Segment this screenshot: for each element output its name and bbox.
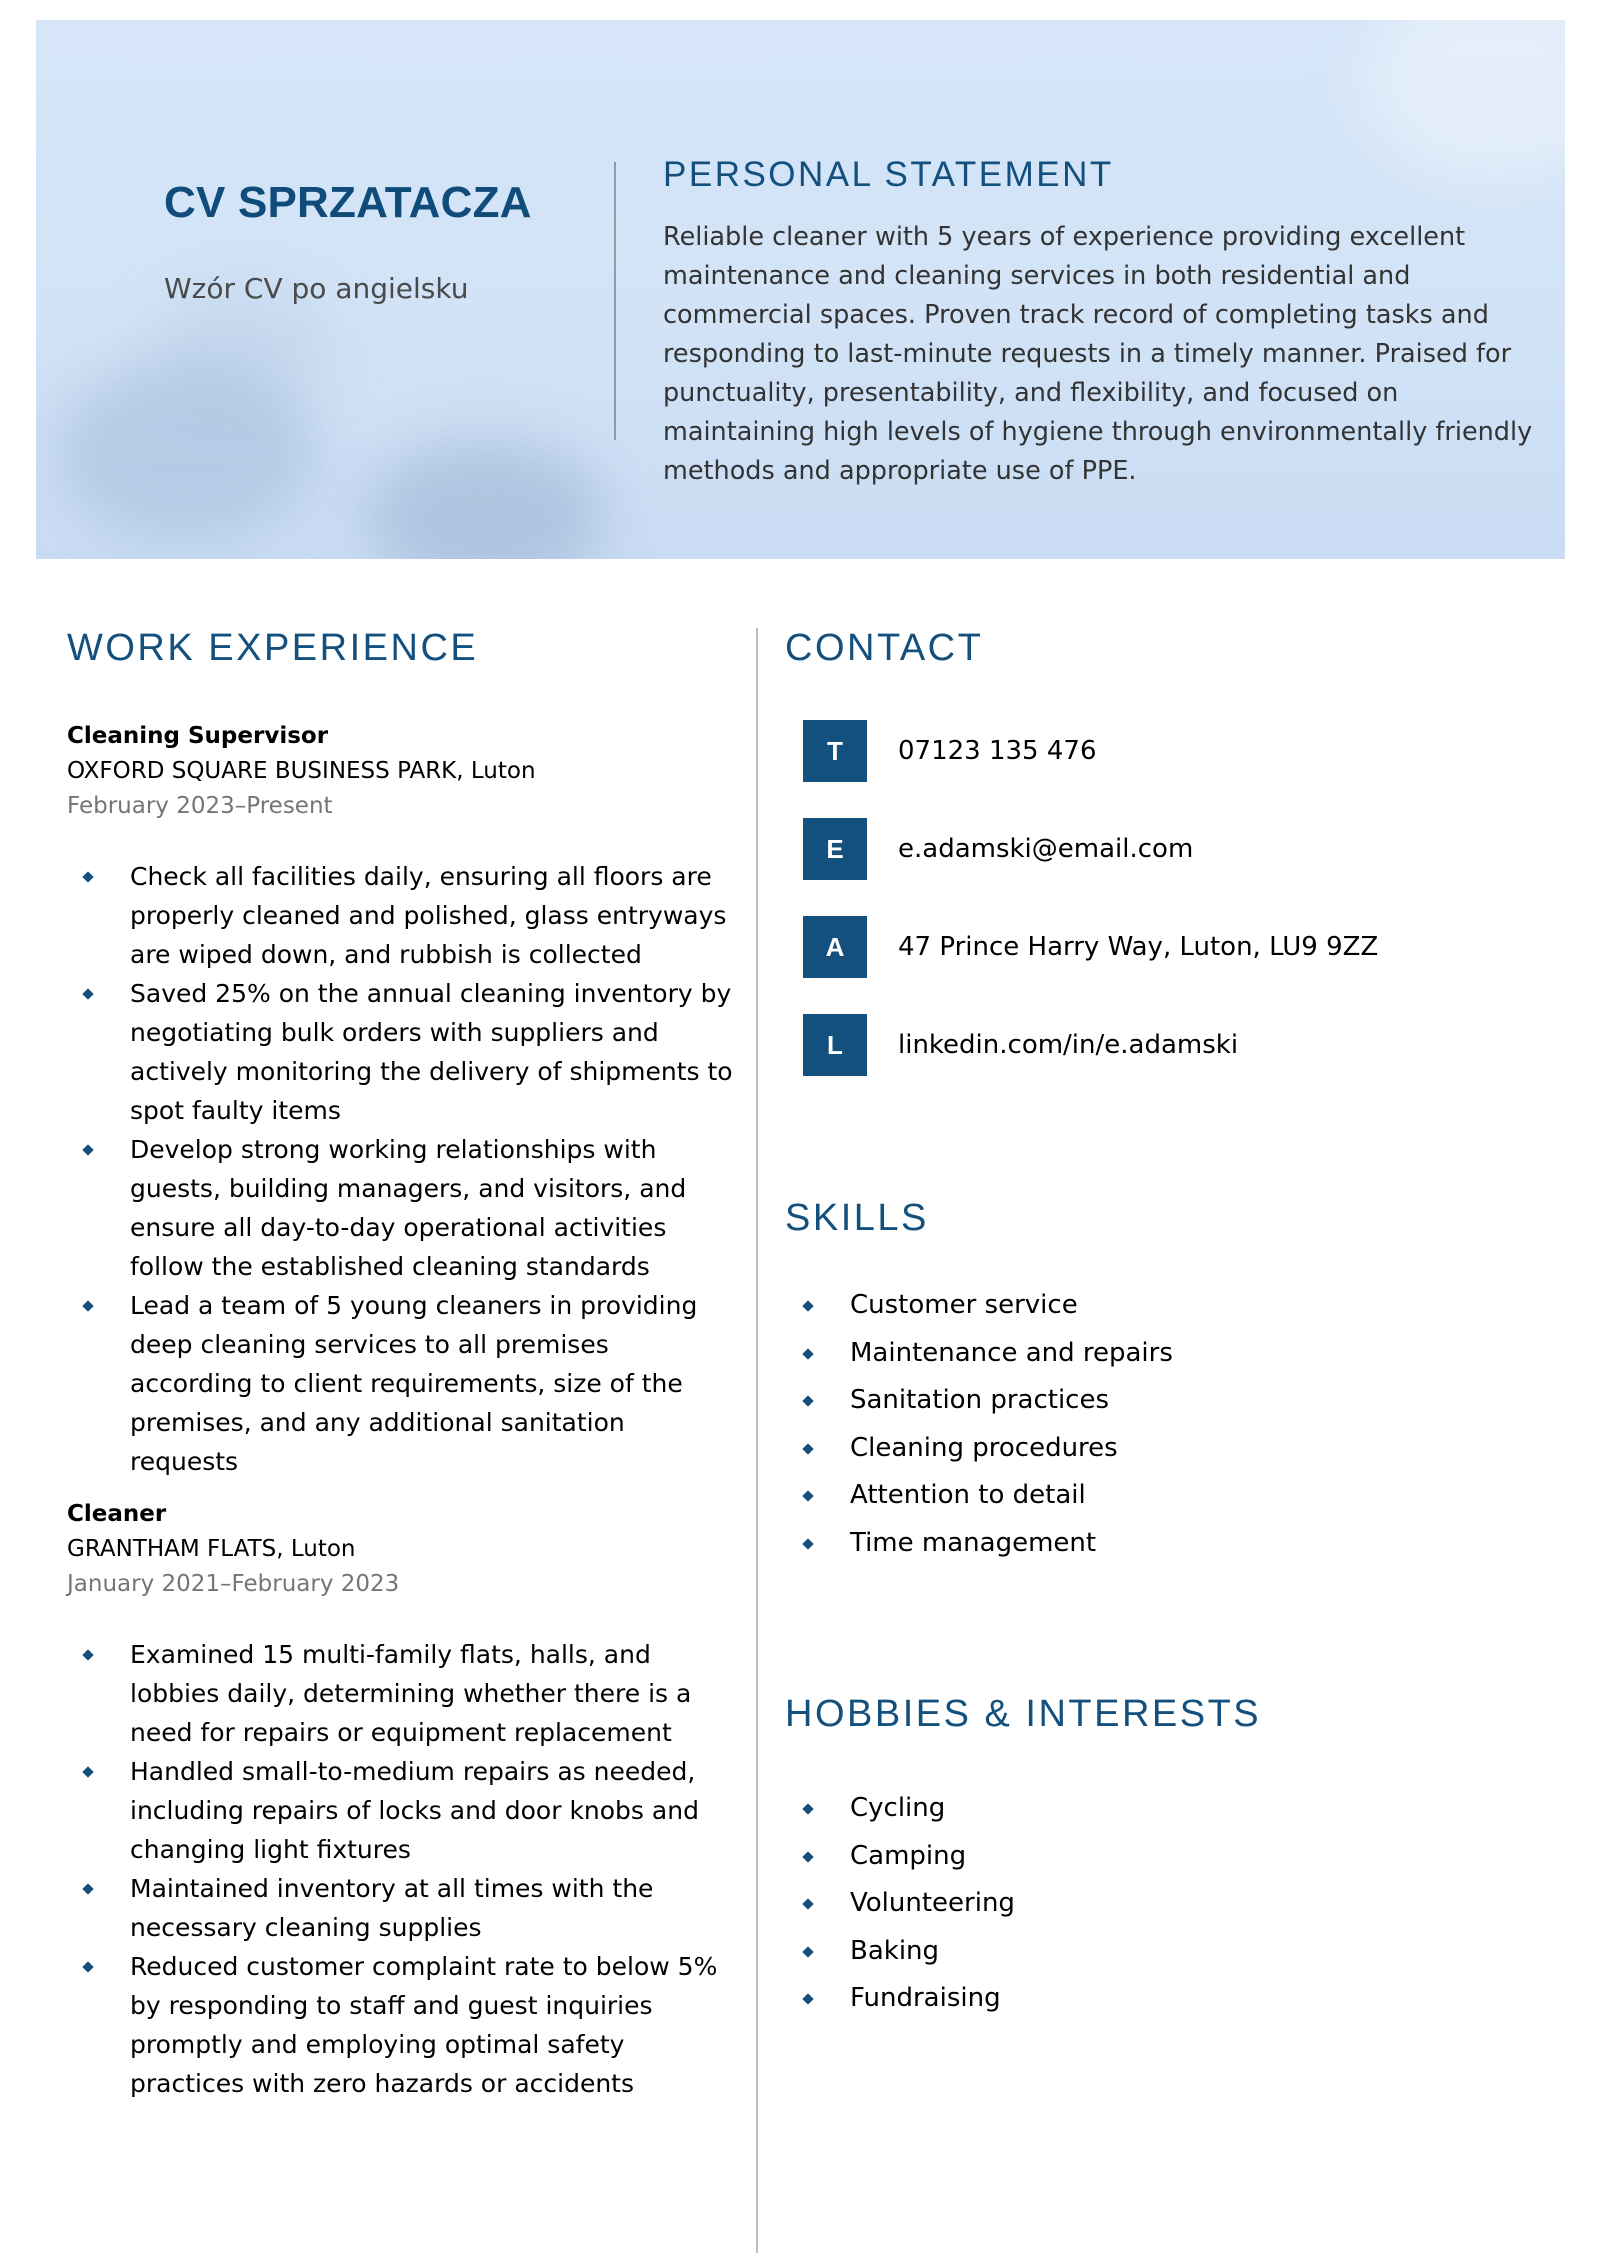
cv-title: CV SPRZATACZA — [164, 178, 532, 227]
contact-address — [803, 916, 1563, 980]
job-entry — [67, 1497, 737, 2103]
phone-badge-icon: T — [803, 720, 867, 782]
job-bullet-text: Maintained inventory at all times with the necessary cleaning supplies — [130, 1874, 654, 1942]
diamond-bullet-icon — [802, 1538, 813, 1549]
job-title: Cleaning Supervisor — [67, 723, 329, 749]
header-banner — [36, 20, 1565, 559]
job-bullet-text: Lead a team of 5 young cleaners in providing deep cleaning services to all premises according to client requirements, size of the premises, and any additional sanitation requests — [130, 1291, 698, 1476]
work-experience-heading: WORK EXPERIENCE — [67, 627, 479, 669]
diamond-bullet-icon — [802, 1851, 813, 1862]
skill-text: Customer service — [850, 1290, 1078, 1320]
header-divider — [614, 162, 616, 440]
job-bullet-text: Develop strong working relationships with guests, building managers, and visitors, and ensure all day-to-day operational activities follow the established cleaning standards — [130, 1135, 687, 1281]
diamond-bullet-icon — [802, 1946, 813, 1957]
diamond-bullet-icon — [802, 1395, 813, 1406]
email-badge-icon: E — [803, 818, 867, 880]
contact-linkedin — [803, 1014, 1563, 1078]
skills-list — [803, 1282, 1543, 1567]
skill-item — [803, 1520, 1543, 1568]
hobby-text: Baking — [850, 1935, 940, 1966]
diamond-bullet-icon — [82, 1649, 93, 1660]
job-dates: January 2021–February 2023 — [67, 1571, 400, 1597]
job-bullet-text: Handled small-to-medium repairs as needed, including repairs of locks and door knobs and changing light fixtures — [130, 1757, 699, 1864]
contact-heading: CONTACT — [785, 627, 984, 669]
job-bullet-text: Saved 25% on the annual cleaning inventory by negotiating bulk orders with suppliers and actively monitoring the delivery of shipments to spot faulty items — [130, 979, 733, 1125]
job-title: Cleaner — [67, 1501, 167, 1527]
linkedin-url: linkedin.com/in/e.adamski — [898, 1030, 1239, 1060]
diamond-bullet-icon — [802, 1803, 813, 1814]
diamond-bullet-icon — [82, 1300, 93, 1311]
skill-text: Cleaning procedures — [850, 1432, 1118, 1463]
email-address: e.adamski@email.com — [898, 834, 1194, 864]
diamond-bullet-icon — [802, 1993, 813, 2004]
job-bullet — [67, 857, 737, 974]
skill-text: Attention to detail — [850, 1480, 1086, 1510]
diamond-bullet-icon — [802, 1300, 813, 1311]
diamond-bullet-icon — [802, 1443, 813, 1454]
hobby-text: Volunteering — [850, 1888, 1015, 1918]
postal-address: 47 Prince Harry Way, Luton, LU9 9ZZ — [898, 932, 1379, 962]
job-entry — [67, 719, 737, 1481]
job-bullet — [67, 1947, 737, 2103]
hobby-item — [803, 1880, 1543, 1928]
diamond-bullet-icon — [802, 1898, 813, 1909]
diamond-bullet-icon — [802, 1490, 813, 1501]
skill-text: Maintenance and repairs — [850, 1337, 1173, 1368]
skill-text: Sanitation practices — [850, 1385, 1110, 1415]
linkedin-badge-icon: L — [803, 1014, 867, 1076]
column-divider — [756, 628, 758, 2253]
hobby-item — [803, 1975, 1543, 2023]
hobby-item — [803, 1928, 1543, 1976]
contact-email — [803, 818, 1563, 882]
job-bullet-text: Examined 15 multi-family flats, halls, and lobbies daily, determining whether there is a need for repairs or equipment replacement — [130, 1640, 692, 1747]
header-background-shade — [366, 440, 606, 559]
job-bullet-list — [67, 1635, 737, 2103]
contact-list — [803, 720, 1563, 1112]
job-bullet — [67, 1635, 737, 1752]
hobby-text: Camping — [850, 1840, 967, 1871]
address-badge-icon: A — [803, 916, 867, 978]
job-bullet — [67, 1752, 737, 1869]
skill-item — [803, 1377, 1543, 1425]
job-bullet — [67, 974, 737, 1130]
job-bullet — [67, 1286, 737, 1481]
hobby-item — [803, 1785, 1543, 1833]
job-bullet — [67, 1869, 737, 1947]
diamond-bullet-icon — [82, 1766, 93, 1777]
cv-subtitle: Wzór CV po angielsku — [164, 272, 469, 305]
diamond-bullet-icon — [802, 1348, 813, 1359]
diamond-bullet-icon — [82, 988, 93, 999]
job-company: GRANTHAM FLATS, Luton — [67, 1536, 356, 1562]
job-bullet-list — [67, 857, 737, 1481]
skills-heading: SKILLS — [785, 1197, 929, 1239]
personal-statement-heading: PERSONAL STATEMENT — [663, 155, 1114, 194]
hobby-text: Fundraising — [850, 1983, 1001, 2013]
personal-statement-text: Reliable cleaner with 5 years of experience providing excellent maintenance and cleaning services in both residential and commercial spaces. Proven track record of completing tasks and responding to last-minute requests in a timely manner. Praised for punctuality, presentability, and flexibility, and focused on maintaining high levels of hygiene through environmentally friendly methods and appropriate use of PPE. — [663, 222, 1533, 486]
skill-item — [803, 1282, 1543, 1330]
hobby-item — [803, 1833, 1543, 1881]
job-company: OXFORD SQUARE BUSINESS PARK, Luton — [67, 758, 536, 784]
diamond-bullet-icon — [82, 1883, 93, 1894]
job-dates: February 2023–Present — [67, 793, 333, 819]
skill-item — [803, 1472, 1543, 1520]
skill-item — [803, 1425, 1543, 1473]
header-background-shade — [1366, 20, 1565, 180]
diamond-bullet-icon — [82, 871, 93, 882]
skill-item — [803, 1330, 1543, 1378]
job-bullet-text: Reduced customer complaint rate to below 5% by responding to staff and guest inquiries promptly and employing optimal safety practices with zero hazards or accidents — [130, 1952, 718, 2098]
contact-phone — [803, 720, 1563, 784]
hobby-text: Cycling — [850, 1793, 946, 1823]
diamond-bullet-icon — [82, 1144, 93, 1155]
phone-number: 07123 135 476 — [898, 736, 1097, 766]
hobbies-heading: HOBBIES & INTERESTS — [785, 1693, 1262, 1735]
diamond-bullet-icon — [82, 1961, 93, 1972]
hobbies-list — [803, 1785, 1543, 2023]
job-bullet — [67, 1130, 737, 1286]
skill-text: Time management — [850, 1527, 1097, 1558]
job-bullet-text: Check all facilities daily, ensuring all floors are properly cleaned and polished, glass entryways are wiped down, and rubbish is collected — [130, 862, 727, 969]
